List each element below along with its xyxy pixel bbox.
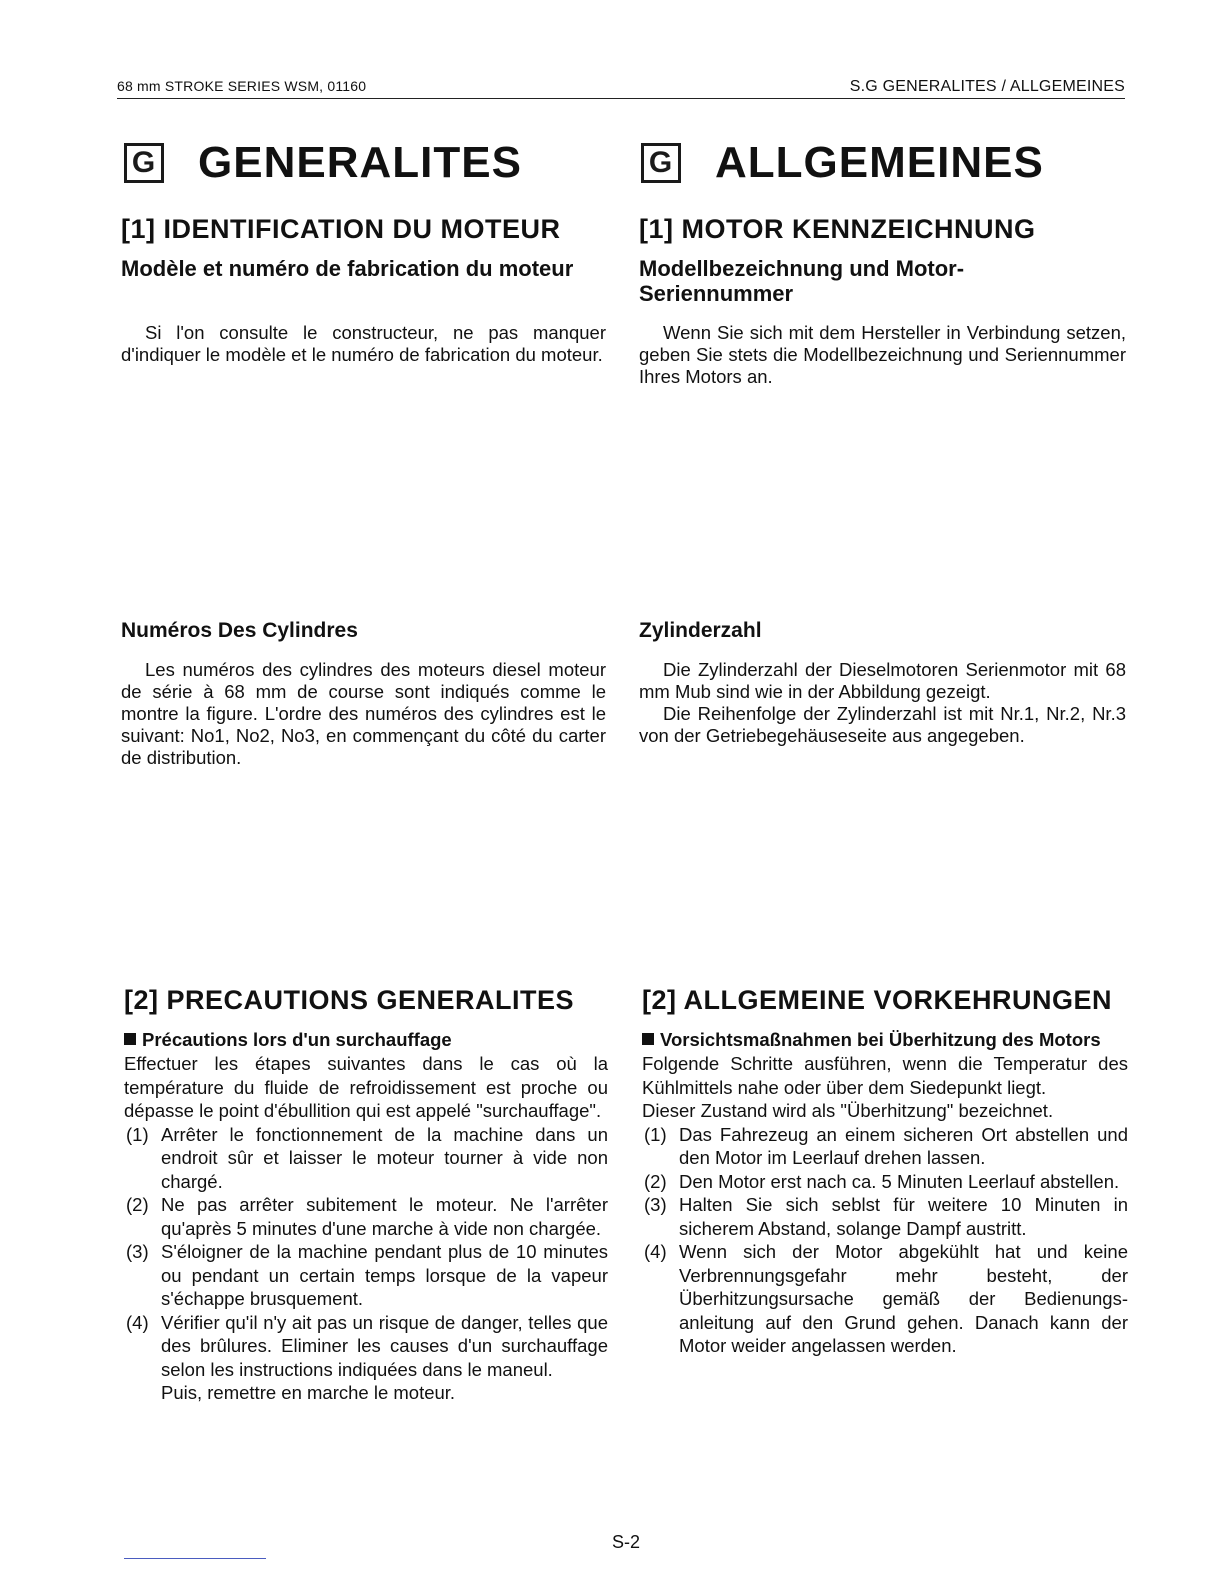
list-item: (2) Den Motor erst nach ca. 5 Minuten Leerlauf abstellen. [644,1170,1120,1192]
page-number: S-2 [612,1532,641,1552]
fr-final-step: Puis, remettre en marche le moteur. [161,1382,456,1403]
header-right: S.G GENERALITES / ALLGEMEINES [849,78,1125,95]
list-item: (4) Wenn sich der Motor abgekühlt hat und keine Verbrennungsgefahr mehr besteht, der Überhitzungsursache gemäß der Bedienungs-anleitung auf den Grund gehen. Danach kann der Motor weider angelassen werden. [644,1241,1128,1356]
de-sec1-heading: [1] MOTOR KENNZEICHNUNG [639,214,1036,244]
header-rule [117,98,1125,99]
fr-sec2-intro: Effectuer les étapes suivantes dans le cas où la température du fluide de refroidissement est proche ou dépasse le point d'ébullition qui est appelé "surchauffage". [124,1053,608,1121]
de-sec1-subheading: Modellbezeichnung und Motor-Seriennummer [639,256,965,306]
fr-sec2-subheading: Précautions lors d'un surchauffage [124,1028,608,1052]
de-sec2-heading: [2] ALLGEMEINE VORKEHRUNGEN [642,985,1113,1015]
fr-steps-list [124,1123,608,1382]
fr-sec1-body: Si l'on consulte le constructeur, ne pas manquer d'indiquer le modèle et le numéro de fabrication du moteur. [121,322,606,365]
list-item: (2) Ne pas arrêter subitement le moteur. Ne l'arrêter qu'après 5 minutes d'une marche à vide non chargée. [126,1194,608,1239]
de-sec2-subheading: Vorsichtsmaßnahmen bei Überhitzung des Motors [642,1028,1128,1052]
de-cyl-body [639,659,1126,747]
list-item: (4) Vérifier qu'il n'y ait pas un risque de danger, telles que des brûlures. Eliminer les causes d'un surchauffage selon les instructions indiquées dans le maneul. [126,1311,608,1380]
de-cyl-heading: Zylinderzahl [639,619,762,642]
de-cyl-body-p2: Die Reihenfolge der Zylinderzahl ist mit Nr.1, Nr.2, Nr.3 von der Getriebegehäuseseite aus angegeben. [639,703,1126,746]
de-sec1-body: Wenn Sie sich mit dem Hersteller in Verbindung setzen, geben Sie stets die Modellbezeichnung und Seriennummer Ihres Motors an. [639,322,1126,387]
list-item: (1) Arrêter le fonctionnement de la machine dans un endroit sûr et laisser le moteur tourner à vide non chargé. [126,1123,608,1192]
de-sec2-intro: Folgende Schritte ausführen, wenn die Temperatur des Kühlmittels nahe oder über dem Siedepunkt liegt. [642,1053,1128,1098]
fr-cyl-heading: Numéros Des Cylindres [121,619,358,642]
de-steps-list [642,1123,1128,1358]
list-item: (3) S'éloigner de la machine pendant plus de 10 minutes ou pendant un certain temps lorsque de la vapeur s'échappe brusquement. [126,1241,608,1309]
de-sec2-intro2: Dieser Zustand wird als "Überhitzung" bezeichnet. [642,1100,1054,1121]
title-german [641,138,1044,188]
de-cyl-body-p1: Die Zylinderzahl der Dieselmotoren Serienmotor mit 68 mm Mub sind wie in der Abbildung gezeigt. [639,659,1126,702]
fr-sec2-content [124,1028,608,1405]
square-bullet-icon [124,1033,136,1045]
title-french [124,138,522,188]
list-item: (1) Das Fahrezeug an einem sicheren Ort abstellen und den Motor im Leerlauf drehen lassen. [644,1123,1128,1168]
title-german-text: ALLGEMEINES [715,138,1044,187]
fr-sec1-heading: [1] IDENTIFICATION DU MOTEUR [121,214,561,244]
square-bullet-icon [642,1033,654,1045]
g-badge-icon: G [641,143,681,183]
g-badge-icon: G [124,143,164,183]
footer-rule [124,1558,266,1559]
title-french-text: GENERALITES [198,138,522,187]
fr-cyl-body: Les numéros des cylindres des moteurs diesel moteur de série à 68 mm de course sont indiqués comme le montre la figure. L'ordre des numéros des cylindres est le suivant: No1, No2, No3, en commençant du côté du carter de distribution. [121,659,606,768]
fr-sec2-heading: [2] PRECAUTIONS GENERALITES [124,985,575,1015]
fr-sec1-subheading: Modèle et numéro de fabrication du moteur [121,256,574,281]
de-sec2-content [642,1028,1128,1358]
list-item: (3) Halten Sie sich seblst für weitere 10 Minuten in sicherem Abstand, solange Dampf austritt. [644,1194,1128,1239]
header-left: 68 mm STROKE SERIES WSM, 01160 [117,78,367,94]
